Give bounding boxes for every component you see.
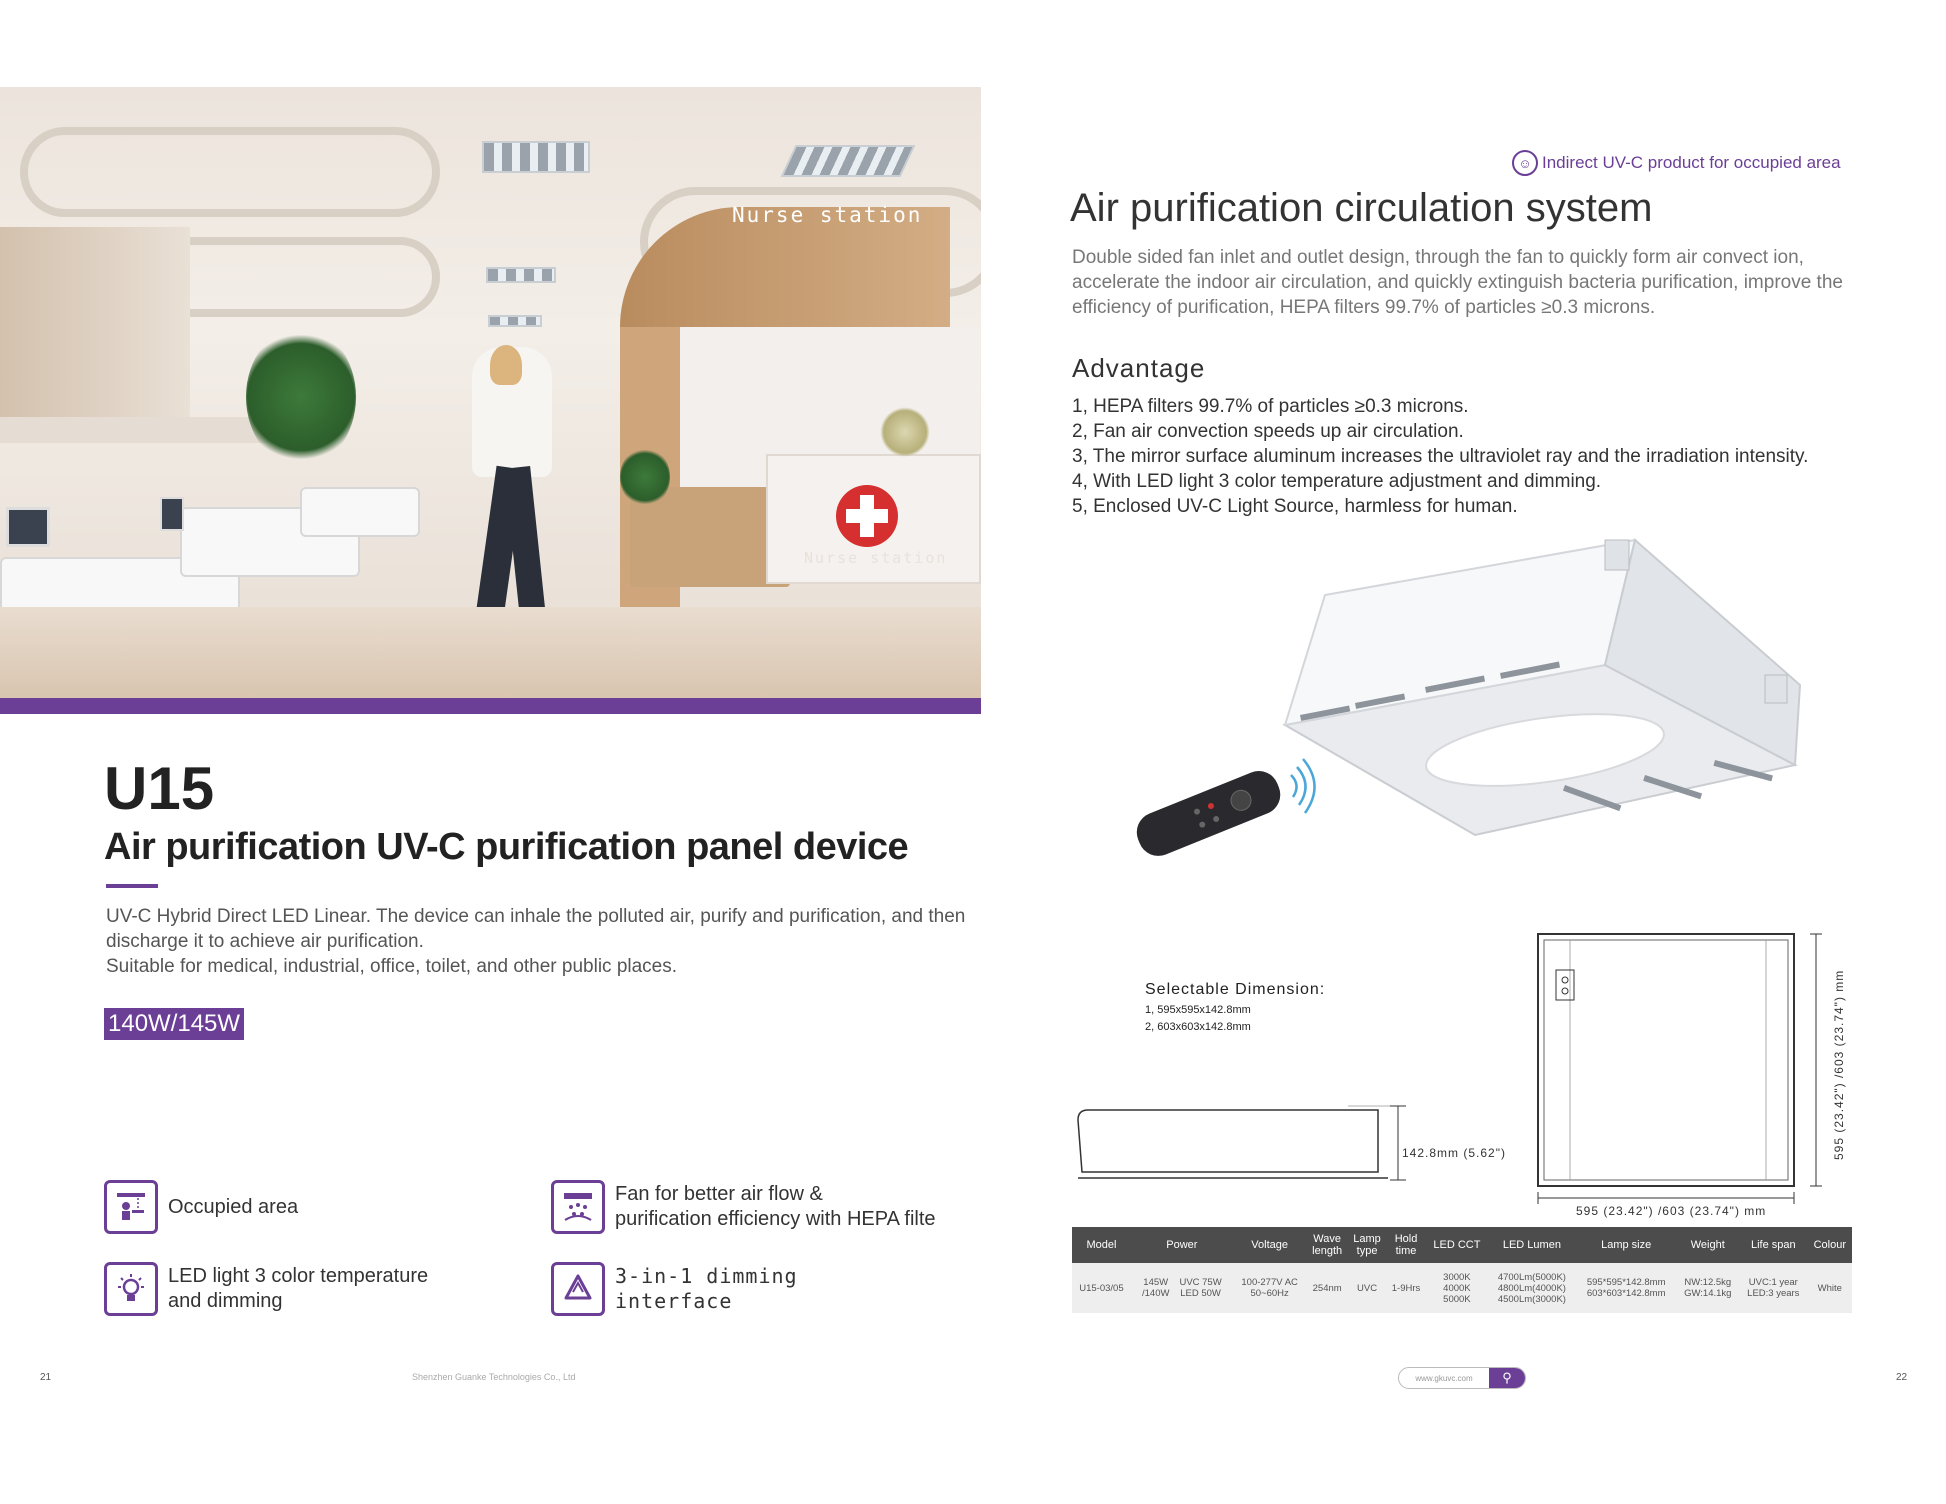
wall-panel <box>0 227 190 427</box>
table-header: Lamp size <box>1576 1227 1677 1263</box>
nurse-station-sign: Nurse station <box>732 203 923 227</box>
table-header: Life span <box>1739 1227 1808 1263</box>
website-url[interactable]: www.gkuvc.com <box>1415 1373 1473 1383</box>
red-cross-logo <box>836 485 898 547</box>
table-cell-led-lumen: 4700Lm(5000K) 4800Lm(4000K) 4500Lm(3000K) <box>1488 1263 1576 1313</box>
advantage-item: 2, Fan air convection speeds up air circulation. <box>1072 421 1464 442</box>
dimension-item: 2, 603x603x142.8mm <box>1145 1021 1251 1033</box>
table-cell-life-span: UVC:1 year LED:3 years <box>1739 1263 1808 1313</box>
plant <box>620 447 670 507</box>
table-header: Lamp type <box>1348 1227 1386 1263</box>
table-cell-power-total: 145W /140W <box>1141 1277 1170 1299</box>
feature-text: Occupied area <box>168 1195 299 1218</box>
dimension-depth-label: 595 (23.42") /603 (23.74") mm <box>1832 969 1846 1160</box>
feature-text: 3-in-1 dimming interface <box>615 1264 798 1313</box>
spec-table <box>1072 1227 1852 1313</box>
ceiling-curve <box>20 127 440 217</box>
led-bulb-icon <box>104 1262 158 1316</box>
feature-dimming <box>551 1262 798 1316</box>
floor <box>0 607 981 698</box>
nurse-station-reception-text: Nurse station <box>804 549 948 567</box>
table-header-row <box>1072 1227 1852 1263</box>
feature-fan <box>551 1180 936 1234</box>
dimension-width-label: 595 (23.42") /603 (23.74") mm <box>1576 1204 1767 1218</box>
table-cell-hold-time: 1-9Hrs <box>1386 1263 1426 1313</box>
ceiling-light <box>488 315 542 327</box>
wall-rail <box>0 417 280 443</box>
advantage-list <box>1072 394 1808 519</box>
table-cell-led-cct: 3000K 4000K 5000K <box>1426 1263 1488 1313</box>
table-row <box>1072 1263 1852 1313</box>
table-cell-colour: White <box>1808 1263 1852 1313</box>
table-cell-weight: NW:12.5kg GW:14.1kg <box>1677 1263 1740 1313</box>
table-cell-model: U15-03/05 <box>1072 1263 1131 1313</box>
remote-control-icon <box>1131 765 1287 862</box>
fan-icon <box>551 1180 605 1234</box>
product-photo-panel-device <box>1125 535 1815 885</box>
section-description: Double sided fan inlet and outlet design, through the fan to quickly form air convect ion, accelerate the indoor air circulation, and quickly extinguish bacteria purification, improve the efficiency of purification, HEPA filters 99.7% of particles ≥0.3 microns. <box>1072 247 1843 318</box>
advantage-item: 5, Enclosed UV-C Light Source, harmless for human. <box>1072 496 1518 517</box>
occupied-area-icon <box>104 1180 158 1234</box>
power-badge: 140W/145W <box>104 1008 244 1040</box>
dimension-heading: Selectable Dimension: <box>1145 981 1326 998</box>
feature-text: LED light 3 color temperature and dimming <box>168 1265 429 1312</box>
search-icon[interactable]: ⚲ <box>1489 1368 1525 1388</box>
feature-occupied-area <box>104 1180 298 1234</box>
table-header: Weight <box>1677 1227 1740 1263</box>
dimming-interface-icon <box>551 1262 605 1316</box>
advantage-item: 3, The mirror surface aluminum increases the ultraviolet ray and the irradiation intensity. <box>1072 446 1809 467</box>
table-header: Wave length <box>1306 1227 1347 1263</box>
monitor <box>6 507 50 547</box>
side-view-drawing <box>1068 1100 1528 1190</box>
table-cell-lamp-type: UVC <box>1348 1263 1386 1313</box>
table-cell-wavelength: 254nm <box>1306 1263 1347 1313</box>
flowers <box>880 407 930 457</box>
table-header: LED Lumen <box>1488 1227 1576 1263</box>
ceiling-light <box>482 141 590 173</box>
monitor <box>160 497 184 531</box>
table-header: Hold time <box>1386 1227 1426 1263</box>
dimension-height-label: 142.8mm (5.62") <box>1402 1146 1506 1160</box>
occupied-area-tag <box>1512 150 1841 176</box>
table-header: LED CCT <box>1426 1227 1488 1263</box>
product-description: UV-C Hybrid Direct LED Linear. The device can inhale the polluted air, purify and purification, and then discharge it to achieve air purification. Suitable for medical, industrial, office, toilet, and other public places. <box>106 906 966 977</box>
person-circle-icon: ☺ <box>1512 150 1538 176</box>
table-cell-voltage: 100-277V AC 50~60Hz <box>1233 1263 1307 1313</box>
table-header: Voltage <box>1233 1227 1307 1263</box>
section-heading: Air purification circulation system <box>1070 186 1653 230</box>
table-header: Colour <box>1808 1227 1852 1263</box>
top-view-drawing <box>1530 930 1860 1220</box>
ceiling-light <box>781 145 916 177</box>
feature-text: Fan for better air flow & purification efficiency with HEPA filte <box>615 1183 936 1230</box>
table-cell-lamp-size: 595*595*142.8mm 603*603*142.8mm <box>1576 1263 1677 1313</box>
website-search-pill[interactable] <box>1398 1367 1526 1389</box>
tag-text: Indirect UV-C product for occupied area <box>1542 153 1841 172</box>
table-header: Model <box>1072 1227 1131 1263</box>
advantage-heading: Advantage <box>1072 353 1206 383</box>
company-name: Shenzhen Guanke Technologies Co., Ltd <box>412 1372 576 1382</box>
feature-led-light <box>104 1262 428 1316</box>
table-cell-power-split: UVC 75W LED 50W <box>1179 1277 1222 1299</box>
title-underline <box>106 884 158 888</box>
person-head <box>490 345 522 385</box>
hero-photo-hospital-ward <box>0 87 981 698</box>
table-cell-power <box>1131 1263 1233 1313</box>
page-number-left: 21 <box>40 1372 52 1383</box>
dimension-list <box>1145 1002 1251 1036</box>
advantage-item: 1, HEPA filters 99.7% of particles ≥0.3 microns. <box>1072 396 1469 417</box>
product-title: Air purification UV-C purification panel device <box>104 826 909 868</box>
table-header: Power <box>1131 1227 1233 1263</box>
hospital-bed <box>300 487 420 537</box>
advantage-item: 4, With LED light 3 color temperature adjustment and dimming. <box>1072 471 1602 492</box>
ceiling-light <box>486 267 556 283</box>
dimension-item: 1, 595x595x142.8mm <box>1145 1004 1251 1016</box>
accent-bar <box>0 698 981 714</box>
page-number-right: 22 <box>1896 1372 1908 1383</box>
model-title: U15 <box>104 755 215 822</box>
plant <box>246 327 356 467</box>
